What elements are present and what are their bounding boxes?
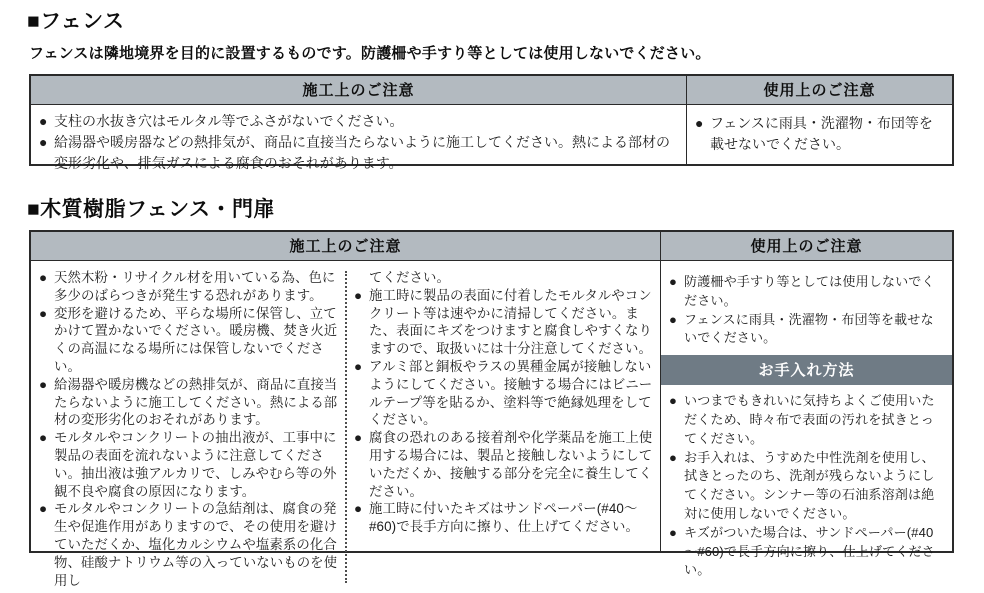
construction-notes-list [31,105,686,178]
wood-resin-fence-notes-table [29,230,954,588]
bullet-icon: ● [669,274,678,289]
fence-usage-notes-column [686,76,952,164]
note-item [354,429,653,500]
note-item [354,358,653,429]
bullet-icon: ● [39,134,48,150]
bullet-icon: ● [669,393,678,409]
fence-construction-notes-column [31,76,686,171]
bullet-icon: ● [39,305,48,321]
care-method-header: お手入れ方法 [661,355,952,385]
note-item [669,449,944,524]
construction-notes-header: 施工上のご注意 [31,76,686,105]
dotted-column-divider [345,271,347,583]
section-fence-title: ■フェンス [27,10,125,33]
note-item-continuation [354,269,653,287]
bullet-icon: ● [354,287,363,303]
usage-notes-list [661,261,952,350]
construction-notes-subcolumn-1 [37,268,340,589]
note-item [39,376,338,429]
note-item [669,392,944,448]
note-item [354,287,653,358]
note-text: フェンスに雨具・洗濯物・布団等を載せないでください。 [710,115,933,152]
note-item [695,113,944,155]
note-item [39,111,678,132]
construction-notes-header: 施工上のご注意 [31,232,660,261]
note-text: モルタルやコンクリートの抽出液が、工事中に製品の表面を流れないように注意してください。抽出液は強アルカリで、しみやむら等の外観不良や腐食の原因になります。 [54,430,337,499]
usage-notes-list [687,105,952,159]
bullet-icon: ● [669,524,678,540]
fence-notes-table [29,74,954,171]
bullet-icon: ● [39,430,48,446]
care-method-list [661,385,952,582]
usage-notes-header: 使用上のご注意 [661,232,952,261]
construction-notes-subcolumn-2 [352,268,655,589]
bullet-icon: ● [354,358,363,374]
note-item [39,429,338,500]
note-text: キズがついた場合は、サンドペーパー(#40～#60)で長手方向に擦り、仕上げてください。 [684,524,935,578]
note-item [354,500,653,536]
note-text: フェンスに雨具・洗濯物・布団等を載せないでください。 [684,311,934,346]
bullet-icon: ● [39,113,48,129]
note-item [39,305,338,376]
wrf-construction-notes-column [31,232,660,588]
section-wood-resin-fence-title: ■木質樹脂フェンス・門扉 [27,198,276,221]
construction-notes-body [31,261,660,593]
note-item [669,524,944,580]
bullet-icon: ● [695,115,704,131]
bullet-icon: ● [39,501,48,517]
bullet-icon: ● [354,501,363,517]
note-text: 施工時に製品の表面に付着したモルタルやコンクリート等は速やかに清掃してください。また、表面にキズをつけますと腐食しやすくなりますので、取扱いには十分注意してください。 [369,287,653,357]
note-text: 天然木粉・リサイクル材を用いている為、色に多少のばらつきが発生する恐れがあります。 [54,270,336,303]
note-text: いつまでもきれいに気持ちよくご使用いただくため、時々布で表面の汚れを拭きとってください。 [684,393,935,446]
note-text: 腐食の恐れのある接着剤や化学薬品を施工上使用する場合には、製品と接触しないようにしていただくか、接触する部分を完全に養生してください。 [369,430,653,499]
note-text: 給湯器や暖房機などの熱排気が、商品に直接当たらないように施工してください。熱による部材の変形劣化のおそれがあります。 [54,376,338,428]
usage-notes-header: 使用上のご注意 [687,76,952,105]
note-text: 変形を避けるため、平らな場所に保管し、立てかけて置かないでください。暖房機、焚き火近くの高温になる場所には保管しないでください。 [54,305,338,374]
note-text: てください。 [369,270,450,285]
note-item [669,311,944,349]
note-text: 給湯器や暖房器などの熱排気が、商品に直接当たらないように施工してください。熱による部材の変形劣化や、排気ガスによる腐食のおそれがあります。 [54,134,670,171]
note-text: 防護柵や手すり等としては使用しないでください。 [684,274,935,308]
bullet-icon: ● [354,430,363,446]
note-text: アルミ部と銅板やラスの異種金属が接触しないようにしてください。接触する場合にはビニールテープ等を貼るか、塗料等で絶縁処理をしてください。 [369,358,653,428]
note-text: モルタルやコンクリートの急結剤は、腐食の発生や促進作用がありますので、その使用を避けていただくか、塩化カルシウムや塩素系の化合物、硅酸ナトリウム等の入っていないものを使用し [54,501,338,588]
bullet-icon: ● [39,376,48,392]
note-text: 施工時に付いたキズはサンドペーパー(#40～#60)で長手方向に擦り、仕上げてください。 [369,501,640,535]
note-item [669,273,944,311]
bullet-icon: ● [669,311,678,327]
note-item [39,132,678,174]
bullet-icon: ● [39,270,48,285]
bullet-icon: ● [669,449,678,465]
wrf-usage-notes-column [660,232,952,578]
note-item [39,269,338,305]
note-text: 支柱の水抜き穴はモルタル等でふさがないでください。 [54,113,404,129]
section-fence-subtitle: フェンスは隣地境界を目的に設置するものです。防護柵や手すり等としては使用しないでください。 [29,45,711,62]
note-item [39,500,338,589]
note-text: お手入れは、うすめた中性洗剤を使用し、拭きとったのち、洗剤が残らないようにしてください。シンナー等の石油系溶剤は絶対に使用しないでください。 [684,449,935,521]
